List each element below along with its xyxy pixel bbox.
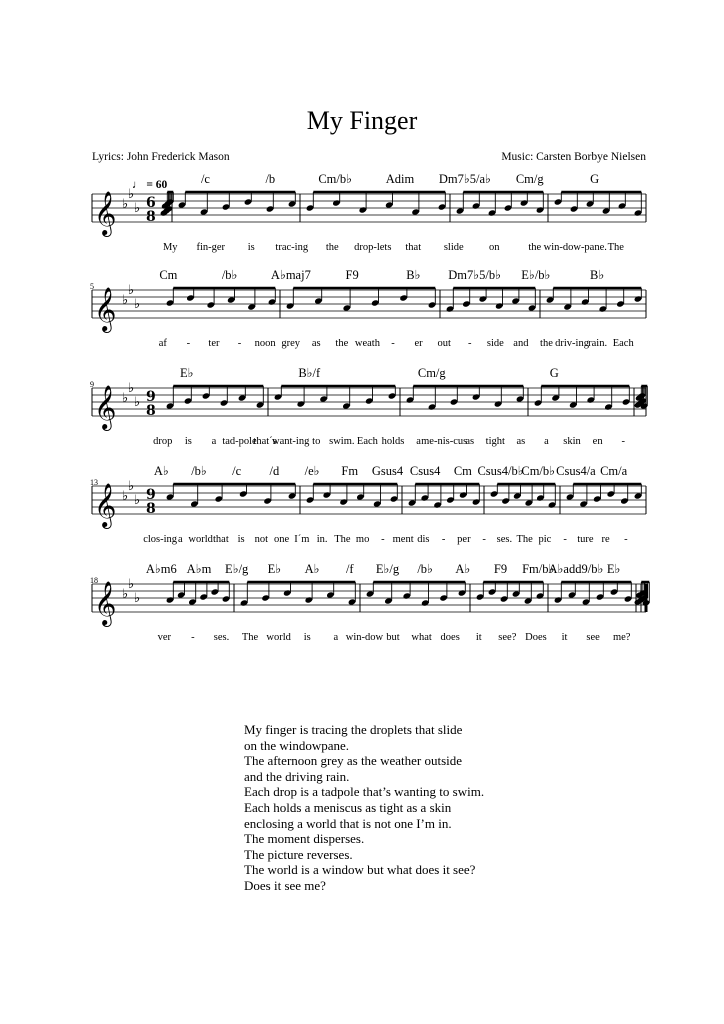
- key-flat-icon: ♭: [134, 591, 141, 606]
- poem-line: The moment disperses.: [244, 831, 365, 847]
- chord-symbol: A♭maj7: [270, 268, 311, 282]
- key-flat-icon: ♭: [122, 489, 129, 504]
- chord-symbol: G: [590, 172, 600, 186]
- lyric-syllable: fin-ger: [196, 242, 226, 253]
- lyric-syllable: the: [540, 338, 553, 349]
- staff: [0, 264, 724, 344]
- lyric-syllable: ses.: [496, 534, 513, 545]
- lyric-syllable: in.: [316, 534, 328, 545]
- time-signature-numerator: 6: [146, 195, 156, 211]
- chord-symbol: A♭: [455, 562, 471, 576]
- chord-symbol: Fm: [341, 464, 359, 478]
- lyric-syllable: win-dow: [345, 632, 384, 643]
- lyric-syllable: -: [191, 632, 195, 643]
- lyric-syllable: Each: [612, 338, 634, 349]
- lyric-syllable: mo: [355, 534, 370, 545]
- lyric-syllable: the: [325, 242, 339, 253]
- lyric-syllable: see: [586, 632, 600, 643]
- chord-symbol: /b♭: [417, 562, 433, 576]
- treble-clef-icon: 𝄞: [94, 385, 117, 429]
- poem-line: Does it see me?: [244, 877, 326, 893]
- chord-symbol: Gsus4: [371, 464, 404, 478]
- chord-symbol: E♭: [606, 562, 621, 576]
- lyric-syllable: does: [440, 632, 460, 643]
- lyric-syllable: as: [465, 436, 475, 447]
- lyric-syllable: -: [237, 338, 242, 349]
- lyric-syllable: that´s: [253, 436, 277, 447]
- poem-line: Each drop is a tadpole that’s wanting to swim.: [244, 784, 485, 800]
- lyric-syllable: is: [184, 436, 192, 447]
- song-title: My Finger: [306, 106, 418, 135]
- poem-line: and the driving rain.: [244, 768, 350, 784]
- lyric-syllable: tad-pole: [222, 436, 257, 447]
- lyric-syllable: a: [416, 436, 421, 447]
- key-flat-icon: ♭: [134, 493, 141, 508]
- lyric-syllable: side: [486, 338, 504, 349]
- lyric-syllable: the: [528, 242, 542, 253]
- lyric-syllable: Each: [356, 436, 378, 447]
- chord-symbol: Csus4/a: [556, 464, 596, 478]
- staff: [0, 362, 724, 442]
- measure-number: 18: [90, 576, 98, 585]
- chord-symbol: Csus4/b♭: [477, 464, 524, 478]
- lyric-syllable: is: [303, 632, 311, 643]
- staff-system: [0, 558, 724, 668]
- chord-symbol: /b: [265, 172, 276, 186]
- lyricist-credit: Lyrics: John Frederick Mason: [92, 151, 230, 163]
- lyric-syllable: a: [333, 632, 339, 643]
- lyric-syllable: world: [266, 632, 291, 643]
- key-flat-icon: ♭: [128, 187, 135, 202]
- chord-symbol: E♭/b♭: [521, 268, 551, 282]
- lyric-syllable: a: [178, 534, 183, 545]
- lyric-syllable: The: [241, 632, 259, 643]
- measure-number: 13: [90, 478, 98, 487]
- lyric-syllable: re: [601, 534, 610, 545]
- chord-symbol: Fm/b♭: [522, 562, 555, 576]
- chord-symbol: E♭: [267, 562, 282, 576]
- key-flat-icon: ♭: [134, 201, 141, 216]
- key-flat-icon: ♭: [134, 395, 141, 410]
- chord-symbol: Csus4: [409, 464, 441, 478]
- time-signature-denominator: 8: [146, 403, 156, 419]
- lyric-syllable: is: [237, 534, 245, 545]
- chord-symbol: B♭/f: [298, 366, 321, 380]
- lyric-syllable: one: [274, 534, 290, 545]
- chord-symbol: /d: [269, 464, 280, 478]
- chord-symbol: E♭/g: [375, 562, 400, 576]
- key-flat-icon: ♭: [128, 577, 135, 592]
- chord-symbol: Dm7♭5/a♭: [438, 172, 491, 186]
- chord-symbol: /f: [345, 562, 354, 576]
- key-flat-icon: ♭: [134, 297, 141, 312]
- lyric-syllable: Does: [525, 632, 547, 643]
- time-signature-denominator: 8: [146, 501, 156, 517]
- lyric-syllable: win-dow-pane.: [543, 242, 607, 253]
- lyric-syllable: world: [188, 534, 213, 545]
- staff-system: [0, 264, 724, 374]
- chord-symbol: Cm/a: [600, 464, 628, 478]
- lyric-syllable: dis: [417, 534, 430, 545]
- lyric-syllable: trac-ing: [275, 242, 309, 253]
- chord-symbol: Cm: [453, 464, 472, 478]
- chord-symbol: Cm: [159, 268, 178, 282]
- poem-line: Each holds a meniscus as tight as a skin: [244, 799, 452, 815]
- lyric-syllable: slide: [443, 242, 464, 253]
- chord-symbol: Cm/g: [515, 172, 544, 186]
- chord-symbol: Cm/g: [417, 366, 446, 380]
- chord-symbol: /b♭: [191, 464, 207, 478]
- chord-symbol: B♭: [406, 268, 421, 282]
- chord-symbol: Dm7♭5/b♭: [448, 268, 502, 282]
- lyric-syllable: clos-ing: [143, 534, 178, 545]
- lyric-syllable: drop-lets: [354, 242, 392, 253]
- lyric-syllable: holds: [381, 436, 405, 447]
- key-flat-icon: ♭: [128, 283, 135, 298]
- chord-symbol: A♭m6: [145, 562, 177, 576]
- chord-symbol: E♭: [179, 366, 194, 380]
- measure-number: 5: [90, 282, 94, 291]
- lyric-syllable: a: [544, 436, 549, 447]
- lyric-syllable: -: [441, 534, 446, 545]
- chord-symbol: /c: [200, 172, 210, 186]
- lyric-syllable: out: [437, 338, 451, 349]
- lyric-syllable: noon: [254, 338, 276, 349]
- key-flat-icon: ♭: [122, 293, 129, 308]
- lyric-syllable: pic: [538, 534, 552, 545]
- lyric-syllable: rain.: [588, 338, 608, 349]
- poem-line: The picture reverses.: [244, 846, 353, 862]
- lyric-syllable: to: [312, 436, 321, 447]
- lyric-syllable: ment: [392, 534, 414, 545]
- lyric-syllable: drop: [153, 436, 173, 447]
- lyric-syllable: but: [386, 632, 400, 643]
- lyric-syllable: My: [162, 242, 178, 253]
- lyric-syllable: a: [211, 436, 217, 447]
- lyric-syllable: -: [624, 534, 628, 545]
- lyric-syllable: -: [563, 534, 567, 545]
- lyric-syllable: -: [621, 436, 625, 447]
- key-flat-icon: ♭: [122, 197, 129, 212]
- lyric-syllable: the: [335, 338, 349, 349]
- lyric-syllable: that: [405, 242, 422, 253]
- poem-line: The world is a window but what does it see?: [244, 862, 476, 878]
- lyric-syllable: af: [158, 338, 167, 349]
- tempo-marking: ♩ = 60: [132, 179, 168, 191]
- lyric-syllable: -: [381, 534, 385, 545]
- lyric-syllable: as: [311, 338, 321, 349]
- chord-symbol: Cm/b♭: [521, 464, 556, 478]
- poem-line: My finger is tracing the droplets that slide: [244, 722, 463, 737]
- lyric-syllable: what: [411, 632, 432, 643]
- lyric-syllable: -: [467, 338, 472, 349]
- lyric-syllable: tight: [485, 436, 505, 447]
- poem-line: on the windowpane.: [244, 737, 350, 753]
- lyric-syllable: ter: [208, 338, 220, 349]
- lyric-syllable: en: [592, 436, 603, 447]
- key-flat-icon: ♭: [128, 479, 135, 494]
- measure-number: 9: [90, 380, 94, 389]
- staff-system: [0, 362, 724, 472]
- poem-line: enclosing a world that is not one I’m in.: [244, 815, 452, 831]
- staff: [0, 168, 724, 248]
- chord-symbol: Cm/b♭: [318, 172, 352, 186]
- lyric-syllable: grey: [281, 338, 301, 349]
- lyric-syllable: The: [516, 534, 533, 545]
- lyric-syllable: The: [334, 534, 351, 545]
- lyric-syllable: me?: [612, 632, 631, 643]
- lyric-syllable: -: [186, 338, 191, 349]
- chord-symbol: /c: [232, 464, 242, 478]
- lyric-syllable: it: [561, 632, 568, 643]
- lyric-syllable: and: [513, 338, 529, 349]
- poem-line: The afternoon grey as the weather outside: [244, 753, 463, 769]
- time-signature-denominator: 8: [146, 209, 156, 225]
- staff-system: [0, 460, 724, 570]
- chord-symbol: /e♭: [304, 464, 320, 478]
- treble-clef-icon: 𝄞: [94, 287, 117, 331]
- lyric-syllable: weath: [354, 338, 380, 349]
- lyric-syllable: driv-ing: [555, 338, 589, 349]
- lyric-syllable: er: [414, 338, 423, 349]
- chord-symbol: E♭/g: [225, 562, 249, 576]
- key-flat-icon: ♭: [128, 381, 135, 396]
- lyric-syllable: on: [489, 242, 500, 253]
- lyric-syllable: -: [391, 338, 395, 349]
- staff-system: [0, 168, 724, 278]
- lyric-syllable: as: [516, 436, 526, 447]
- lyric-syllable: that: [213, 534, 229, 545]
- lyric-syllable: me-nis-cus: [421, 436, 468, 447]
- chord-symbol: /b♭: [221, 268, 238, 282]
- lyric-syllable: swim.: [329, 436, 355, 447]
- lyric-syllable: want-ing: [272, 436, 310, 447]
- lyric-syllable: ver: [157, 632, 171, 643]
- treble-clef-icon: 𝄞: [94, 581, 117, 625]
- lyric-syllable: ture: [577, 534, 594, 545]
- chord-symbol: F9: [345, 268, 359, 282]
- lyric-syllable: per: [457, 534, 471, 545]
- key-flat-icon: ♭: [122, 587, 129, 602]
- lyric-syllable: skin: [563, 436, 581, 447]
- lyric-syllable: ses.: [213, 632, 230, 643]
- chord-symbol: G: [549, 366, 559, 380]
- lyric-syllable: I´m: [294, 534, 310, 545]
- chord-symbol: Adim: [385, 172, 415, 186]
- time-signature-numerator: 9: [146, 487, 156, 503]
- chord-symbol: A♭: [153, 464, 169, 478]
- lyric-syllable: not: [254, 534, 269, 545]
- chord-symbol: A♭m: [186, 562, 212, 576]
- lyric-syllable: The: [607, 242, 624, 253]
- chord-symbol: A♭: [304, 562, 320, 576]
- poem-text: [244, 722, 564, 894]
- lyric-syllable: see?: [498, 632, 517, 643]
- composer-credit: Music: Carsten Borbye Nielsen: [501, 151, 646, 163]
- treble-clef-icon: 𝄞: [94, 191, 117, 235]
- chord-symbol: F9: [493, 562, 508, 576]
- lyric-syllable: is: [247, 242, 255, 253]
- time-signature-numerator: 9: [146, 389, 156, 405]
- key-flat-icon: ♭: [122, 391, 129, 406]
- treble-clef-icon: 𝄞: [94, 483, 117, 527]
- lyric-syllable: -: [482, 534, 486, 545]
- chord-symbol: B♭: [590, 268, 605, 282]
- lyric-syllable: it: [475, 632, 482, 643]
- chord-symbol: A♭add9/b♭: [548, 562, 604, 576]
